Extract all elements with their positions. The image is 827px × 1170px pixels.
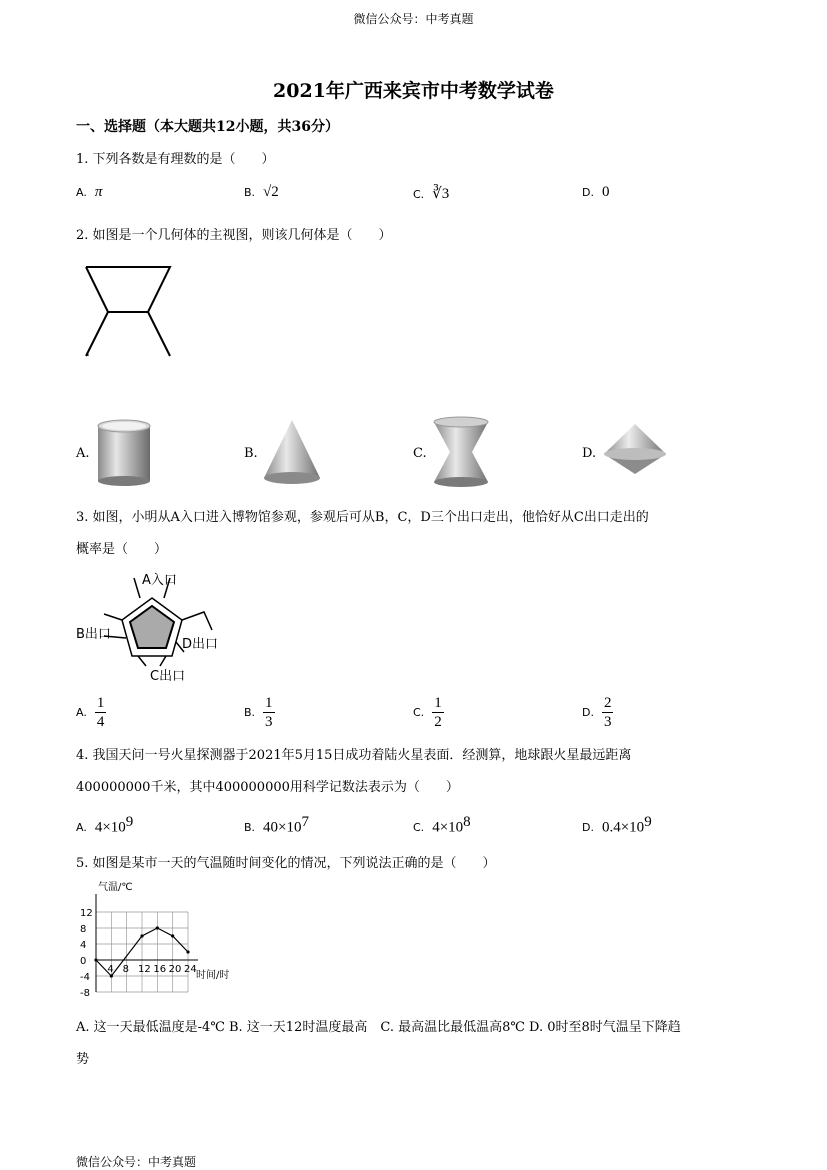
q5-options-line1[interactable]: A. 这一天最低温度是-4℃ B. 这一天12时温度最高 C. 最高温比最低温高8℃ D. 0时至8时气温呈下降趋 — [76, 1020, 681, 1035]
y-tick-label: -4 — [80, 972, 90, 983]
exit-d-label: D出口 — [182, 637, 219, 652]
q1-option-a[interactable]: A. π — [76, 184, 103, 200]
x-tick-label: 12 — [138, 964, 151, 975]
entrance-a-label: A入口 — [142, 573, 177, 588]
q5-stem: 5. 如图是某市一天的气温随时间变化的情况，下列说法正确的是（ ） — [76, 856, 496, 871]
q1-option-b[interactable]: B. √2 — [244, 184, 279, 200]
page-header: 微信公众号：中考真题 — [353, 12, 474, 26]
q1-option-d[interactable]: D. 0 — [582, 184, 610, 200]
q4-option-d[interactable]: D. $0.4\times 10^9$ — [582, 814, 652, 836]
exam-title: 2021年广西来宾市中考数学试卷 — [273, 80, 554, 102]
q3-option-c[interactable]: C. $\frac{1}{2}$ — [413, 695, 442, 730]
exit-c-label: C出口 — [150, 669, 186, 684]
q2-option-b-label: B. — [244, 446, 258, 461]
data-point — [171, 934, 174, 937]
x-tick-label: 20 — [168, 964, 182, 975]
data-point — [140, 934, 143, 937]
y-axis-label: 气温/℃ — [98, 882, 133, 893]
q4-option-c[interactable]: C. $4\times 10^8$ — [413, 814, 471, 836]
cylinder-icon[interactable] — [94, 418, 154, 488]
x-tick-label: 24 — [184, 964, 197, 975]
x-tick-label: 4 — [107, 964, 114, 975]
q2-stem: 2. 如图是一个几何体的主视图，则该几何体是（ ） — [76, 228, 392, 243]
q2-option-a-label: A. — [76, 446, 90, 461]
q4-option-a[interactable]: A. $4\times 10^9$ — [76, 814, 134, 836]
double-frustum-icon[interactable] — [430, 416, 492, 488]
data-point — [94, 958, 97, 961]
section-heading: 一、选择题（本大题共12小题，共36分） — [76, 119, 339, 135]
q2-option-c-label: C. — [413, 446, 427, 461]
y-tick-label: -8 — [80, 988, 90, 999]
q5-options-line2: 势 — [76, 1052, 90, 1067]
q3-option-a[interactable]: A. $\frac{1}{4}$ — [76, 695, 105, 730]
q3-stem-line2: 概率是（ ） — [76, 542, 168, 557]
y-tick-label: 12 — [80, 908, 93, 919]
double-cone-icon[interactable] — [602, 422, 668, 478]
q1-option-c[interactable]: C. ∛3 — [413, 186, 450, 202]
museum-figure — [76, 570, 236, 686]
temperature-chart — [70, 880, 250, 1000]
q3-option-b[interactable]: B. $\frac{1}{3}$ — [244, 695, 273, 730]
y-tick-label: 0 — [80, 956, 87, 967]
q3-option-d[interactable]: D. $\frac{2}{3}$ — [582, 695, 612, 730]
exit-b-label: B出口 — [76, 627, 111, 642]
y-tick-label: 8 — [80, 924, 87, 935]
x-tick-label: 8 — [122, 964, 130, 975]
x-axis-label: 时间/时 — [196, 970, 230, 981]
data-point — [156, 926, 159, 929]
q1-stem: 1. 下列各数是有理数的是（ ） — [76, 152, 275, 167]
cone-icon[interactable] — [260, 418, 324, 486]
data-point — [186, 950, 189, 953]
front-view-figure — [80, 262, 176, 362]
q2-option-d-label: D. — [582, 446, 597, 461]
q4-option-b[interactable]: B. $40\times 10^7$ — [244, 814, 310, 836]
y-tick-label: 4 — [80, 940, 87, 951]
q4-stem-line1: 4. 我国天问一号火星探测器于2021年5月15日成功着陆火星表面．经测算，地球跟火星最远距离 — [76, 748, 632, 763]
page-footer: 微信公众号：中考真题 — [76, 1155, 197, 1169]
q3-stem-line1: 3. 如图，小明从A入口进入博物馆参观，参观后可从B，C，D三个出口走出，他恰好从C出口走出的 — [76, 510, 649, 525]
q4-stem-line2: 400000000千米，其中400000000用科学记数法表示为（ ） — [76, 780, 459, 795]
x-tick-label: 16 — [153, 964, 167, 975]
